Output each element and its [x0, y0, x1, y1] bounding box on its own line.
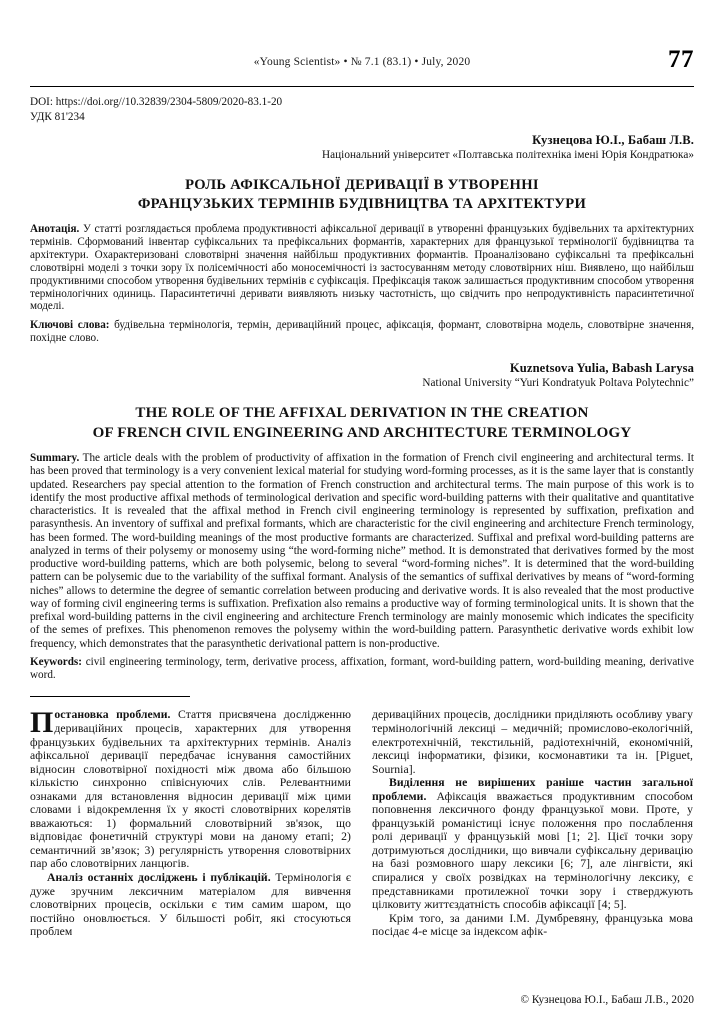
- page-number: 77: [668, 46, 694, 73]
- en-authors: Kuznetsova Yulia, Babash Larysa: [509, 361, 694, 376]
- en-summary-label: Summary.: [30, 452, 80, 465]
- journal-citation-line: «Young Scientist» • № 7.1 (83.1) • July, 2020: [253, 56, 471, 68]
- copyright-notice: © Кузнецова Ю.І., Бабаш Л.В., 2020: [520, 994, 694, 1006]
- uk-title-line-1: РОЛЬ АФІКСАЛЬНОЇ ДЕРИВАЦІЇ В УТВОРЕННІ: [185, 177, 539, 193]
- en-keywords-label: Keywords:: [30, 655, 82, 668]
- section-recent-research-heading: Аналіз останніх досліджень і публікацій.: [47, 870, 271, 884]
- en-title-line-2: OF FRENCH CIVIL ENGINEERING AND ARCHITECTURE TERMINOLOGY: [92, 425, 632, 442]
- section-problem-statement: [30, 708, 351, 871]
- section-unresolved-parts: [372, 776, 693, 911]
- en-summary: [30, 452, 694, 651]
- uk-keywords-text: будівельна термінологія, термін, дериваційний процес, афіксація, формант, словотвірна модель, словотвірне значення, похідне слово.: [30, 319, 694, 345]
- section-additional-data: Крім того, за даними І.М. Думбревяну, французька мова посідає 4-е місце за індексом афік-: [372, 911, 693, 939]
- uk-keywords: [30, 319, 694, 345]
- section-problem-statement-text: Стаття присвячена дослідженню дериваційних процесів, характерних для утворення французьких будівельних та архітектурних термінів. Аналіз афіксальної деривації передбачає існування самостійних відносин словотвірної похідності між двома або більшою кількістю синхронно співіснуючих слів. Релевантними ознаками для встановлення відносин деривації між цими словами і відокремлення їх у якості словотвірних корелятів вважаються: 1) формальний словотвірний зв'язок, що відповідає фонетичній структурі мови на даному етапі; 2) семантичний зв’язок; 3) регулярність утворення словотвірних пар або словотвірних ланцюгів.: [30, 708, 351, 871]
- uk-authors: Кузнецова Ю.І., Бабаш Л.В.: [532, 133, 694, 147]
- section-unresolved-parts-heading: Виділення не вирішених раніше частин загальної проблеми.: [372, 776, 693, 803]
- uk-article-title: [30, 176, 694, 214]
- en-article-title: [30, 403, 694, 443]
- en-summary-text: The article deals with the problem of productivity of affixation in the formation of French civil engineering and architectural terms. It has been proved that terminology is a very convenient lexical material for studying word-forming processes, as it is the same layer that is constantly updated. Researchers pay special attention to the formation of French construction and architectural terms. The main purpose of this work is to identify the most productive affixal methods of terminological derivation and specific word-building patterns with their qualitative and quantitative characteristics. It is revealed that the affixal method in French civil engineering terminology is represented by suffixation, prefixation and parasynthesis. An inventory of suffixal and prefixal formants, which are characteristic for the civil engineering and architecture French terminology, has been formed. The word-building meanings of the most productive formants are characterized. Suffixal and prefixal word-building patterns are analyzed in terms of their polysemy or monosemy using “the word-forming niche” method. It is demonstrated that derivatives formed by the most productive word-building patterns, which are both polysemic, belong to several “word-forming niches”. It is determined that the word-building pattern can be polysemic due to the variability of the suffixal formant. Analysis of the semantics of suffixal derivatives by means of “word-forming niches” allows to determine the degree of semantic correlation between producing and derivative words. It is also revealed that the most productive way of forming civil engineering terms is suffixation. Prefixation also remains a productive way of forming terminological units. It is shown that the prefixal word-building patterns in the civil engineering and architecture French terminology are mainly monosemic which indicates the specificity of the semes of prefixes. This phenomenon removes the polysemy within the word-building pattern. Parasynthetic derivative words exhibit low frequency, which demonstrates that the parasynthetic derivational pattern is non-productive.: [30, 452, 694, 650]
- body-column-right: [372, 708, 693, 938]
- section-problem-statement-heading: остановка проблеми.: [54, 708, 171, 722]
- uk-keywords-label: Ключові слова:: [30, 319, 110, 332]
- doi-line[interactable]: DOI: https://doi.org//10.32839/2304-5809/2020-83.1-20: [30, 96, 283, 108]
- uk-affiliation: Національний університет «Полтавська політехніка імені Юрія Кондратюка»: [322, 149, 694, 161]
- drop-cap-letter: П: [30, 706, 54, 740]
- en-affiliation: National University “Yuri Kondratyuk Poltava Polytechnic”: [422, 377, 694, 390]
- section-recent-research: [30, 871, 351, 939]
- en-keywords-text: civil engineering terminology, term, derivative process, affixation, formant, word-building pattern, word-building meaning, derivative word.: [30, 655, 694, 682]
- uk-abstract-text: У статті розглядається проблема продуктивності афіксальної деривації в утворенні французьких будівельних та архітектурних термінів. Сформований інвентар суфіксальних та префіксальних формантів, характерних для французької термінології будівництва та архітектури. Охарактеризовані словотвірні значення найбільш продуктивних формантів. Проаналізовано суфіксальні та префіксальні словотвірні моделі з точки зору їх полісемічності або моносемічності із застосуванням методу словотвірних ніш. Виявлено, що найбільш продуктивними способом утворення будівельних термінів є суфіксація. Префіксація також залишається продуктивним способом утворення термінологічних одиниць. Парасинтетичні деривати виявляють низьку частотність, що свідчить про непродуктивність парасинтетичної моделі.: [30, 223, 694, 313]
- uk-title-line-2: ФРАНЦУЗЬКИХ ТЕРМІНІВ БУДІВНИЦТВА ТА АРХІТЕКТУРИ: [137, 196, 587, 212]
- en-title-line-1: THE ROLE OF THE AFFIXAL DERIVATION IN THE CREATION: [135, 405, 589, 422]
- section-unresolved-parts-text: Афіксація вважається продуктивним способом поповнення лексичного фонду французької мови. Проте, у французькій романістиці існує положення про послаблення ролі деривації у французькій мові [1; 2]. Цієї точки зору дотримуються дослідники, що вивчали суфіксальну деривацію на базі розмовного шару лексики [6; 7], але лінгвісти, які спиралися у своїх розвідках на термінологічну лексику, є представниками протилежної точки зору і стверджують цілковиту життєздатність способів афіксації [4; 5].: [372, 789, 693, 912]
- footnote-separator: [30, 696, 190, 697]
- running-head: [30, 46, 694, 86]
- uk-abstract-label: Анотація.: [30, 223, 80, 235]
- body-column-left: [30, 708, 351, 938]
- section-recent-research-text: Термінологія є дуже зручним лексичним матеріалом для вивчення словотвірних процесів, оскільки є тим самим шаром, що постійно оновлюється. У більшості робіт, які стосуються проблем: [30, 870, 351, 939]
- section-recent-research-continued: дериваційних процесів, дослідники приділяють особливу увагу термінологічній лексиці – медичній; промислово-екологічній, електротехнічній, текстильній, радіотехнічній, економічній, лексиці інформатики, фізики, космонавтики та ін. [Piguet, Sournia].: [372, 708, 693, 776]
- uk-abstract: [30, 223, 694, 313]
- header-divider: [30, 86, 694, 87]
- udk-line: УДК 81'234: [30, 110, 85, 123]
- body-columns: [30, 708, 694, 938]
- en-keywords: [30, 656, 694, 683]
